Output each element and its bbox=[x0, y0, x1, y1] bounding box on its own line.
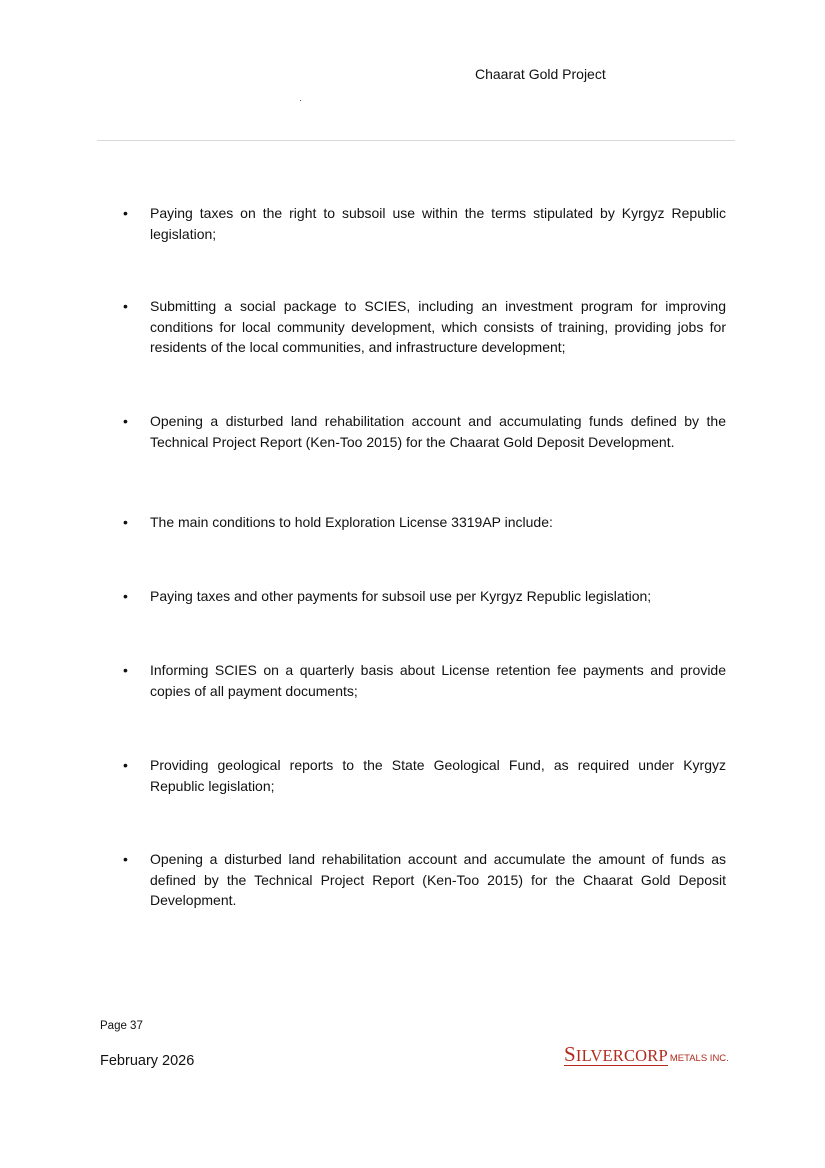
list-item-text: Providing geological reports to the State Geological Fund, as required under Kyrgyz Republic legislation; bbox=[150, 757, 726, 794]
logo-wordmark bbox=[564, 1042, 668, 1066]
bullet-icon: • bbox=[123, 514, 128, 530]
silvercorp-logo bbox=[564, 1042, 729, 1067]
list-item bbox=[123, 660, 726, 701]
list-item bbox=[123, 296, 726, 358]
logo-subtitle: METALS INC. bbox=[669, 1053, 729, 1064]
bullet-icon: • bbox=[123, 851, 128, 867]
bullet-icon: • bbox=[123, 298, 128, 314]
list-item-text: Opening a disturbed land rehabilitation account and accumulating funds defined by the Technical Project Report (Ken-Too 2015) for the Chaarat Gold Deposit Development. bbox=[150, 413, 726, 450]
page-number: Page 37 bbox=[100, 1020, 143, 1032]
list-item-text: The main conditions to hold Exploration License 3319AP include: bbox=[150, 514, 553, 530]
bullet-icon: • bbox=[123, 757, 128, 773]
list-item-text: Paying taxes and other payments for subsoil use per Kyrgyz Republic legislation; bbox=[150, 588, 652, 604]
header-title: Chaarat Gold Project bbox=[475, 66, 606, 82]
list-item-text: Informing SCIES on a quarterly basis about License retention fee payments and provide copies of all payment documents; bbox=[150, 662, 726, 699]
list-item-text: Paying taxes on the right to subsoil use within the terms stipulated by Kyrgyz Republic legislation; bbox=[150, 205, 726, 242]
logo-initial: S bbox=[564, 1042, 576, 1066]
header-dot bbox=[300, 100, 301, 101]
list-item bbox=[123, 203, 726, 244]
list-item-text: Submitting a social package to SCIES, including an investment program for improving conditions for local community development, which consists of training, providing jobs for residents of the local communities, and infrastructure development; bbox=[150, 298, 726, 355]
list-item bbox=[123, 849, 726, 911]
list-item-text: Opening a disturbed land rehabilitation account and accumulate the amount of funds as defined by the Technical Project Report (Ken-Too 2015) for the Chaarat Gold Deposit Development. bbox=[150, 851, 726, 908]
logo-rest: ILVERCORP bbox=[575, 1046, 668, 1065]
list-item bbox=[123, 586, 726, 607]
bullet-icon: • bbox=[123, 205, 128, 221]
list-item bbox=[123, 755, 726, 796]
footer-date: February 2026 bbox=[100, 1053, 195, 1069]
bullet-icon: • bbox=[123, 662, 128, 678]
header-divider bbox=[97, 140, 735, 141]
list-item bbox=[123, 512, 726, 533]
list-item bbox=[123, 411, 726, 452]
bullet-icon: • bbox=[123, 413, 128, 429]
bullet-icon: • bbox=[123, 588, 128, 604]
